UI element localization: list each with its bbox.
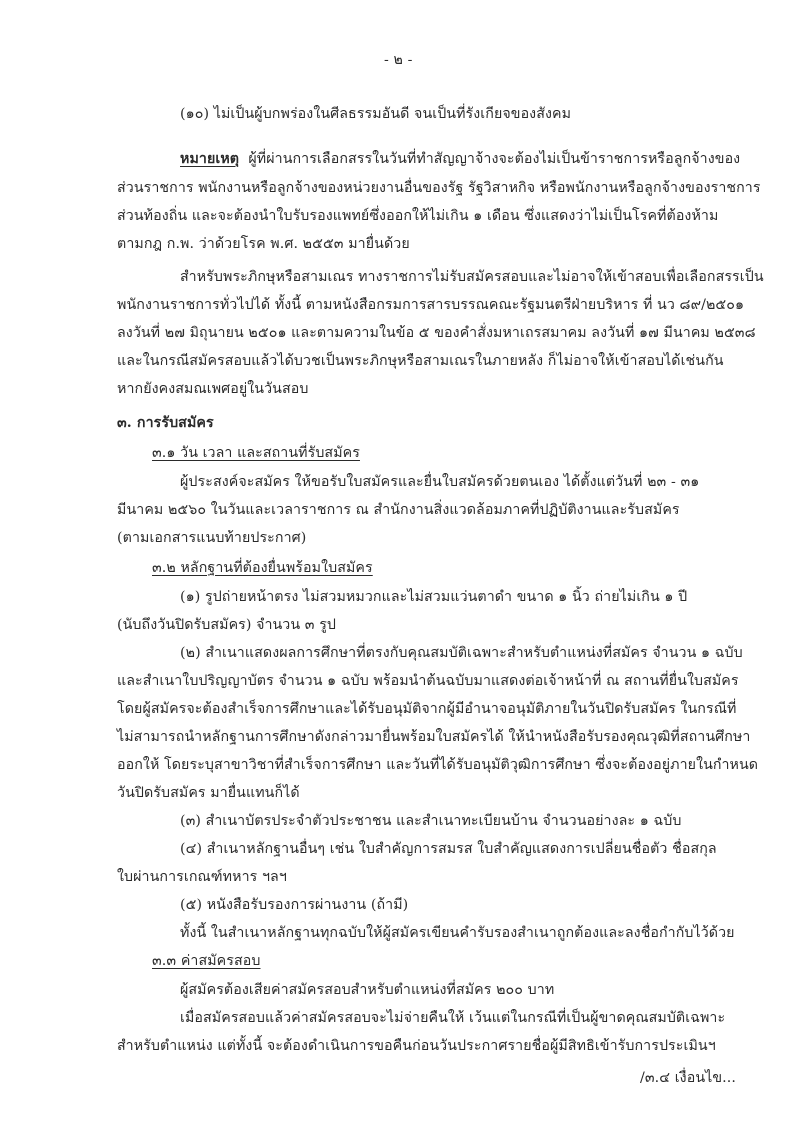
s32-item-2-line-6: วันปิดรับสมัคร มายื่นแทนก็ได้: [117, 785, 300, 801]
s32-item-3: (๓) สำเนาบัตรประจำตัวประชาชน และสำเนาทะเบียนบ้าน จำนวนอย่างละ ๑ ฉบับ: [180, 813, 682, 829]
qualification-item-10: (๑๐) ไม่เป็นผู้บกพร่องในศีลธรรมอันดี จนเป็นที่รังเกียจของสังคม: [180, 106, 572, 122]
section-3-3-heading: ๓.๓ ค่าสมัครสอบ: [152, 953, 261, 969]
s32-item-2-line-1: (๒) สำเนาแสดงผลการศึกษาที่ตรงกับคุณสมบัติเฉพาะสำหรับตำแหน่งที่สมัคร จำนวน ๑ ฉบับ: [180, 645, 743, 661]
continuation-marker: /๓.๔ เงื่อนไข...: [640, 1070, 736, 1086]
page-number: - ๒ -: [384, 52, 413, 68]
section-3-heading: ๓. การรับสมัคร: [117, 415, 214, 431]
s33-line-3: สำหรับตำแหน่ง แต่ทั้งนี้ จะต้องดำเนินการขอคืนก่อนวันประกาศรายชื่อผู้มีสิทธิเข้ารับการประเมินฯ: [117, 1038, 716, 1054]
section-3-2-heading: ๓.๒ หลักฐานที่ต้องยื่นพร้อมใบสมัคร: [152, 560, 373, 576]
note-text: ผู้ที่ผ่านการเลือกสรรในวันที่ทำสัญญาจ้างจะต้องไม่เป็นข้าราชการหรือลูกจ้างของ: [248, 151, 741, 167]
s31-line-3: (ตามเอกสารแนบท้ายประกาศ): [117, 530, 307, 546]
section-3-1-heading: ๓.๑ วัน เวลา และสถานที่รับสมัคร: [152, 445, 360, 461]
monk-line-5: หากยังคงสมณเพศอยู่ในวันสอบ: [117, 381, 309, 397]
note-line-1: [180, 149, 740, 169]
monk-line-1: สำหรับพระภิกษุหรือสามเณร ทางราชการไม่รับสมัครสอบและไม่อาจให้เข้าสอบเพื่อเลือกสรรเป็น: [180, 269, 764, 285]
s32-item-1-line-1: (๑) รูปถ่ายหน้าตรง ไม่สวมหมวกและไม่สวมแว่นตาดำ ขนาด ๑ นิ้ว ถ่ายไม่เกิน ๑ ปี: [180, 589, 688, 605]
note-line-2: ส่วนราชการ พนักงานหรือลูกจ้างของหน่วยงานอื่นของรัฐ รัฐวิสาหกิจ หรือพนักงานหรือลูกจ้างของราชการ: [117, 180, 761, 196]
s32-item-2-line-4: ไม่สามารถนำหลักฐานการศึกษาดังกล่าวมายื่นพร้อมใบสมัครได้ ให้นำหนังสือรับรองคุณวุฒิที่สถานศึกษา: [117, 729, 751, 745]
monk-line-2: พนักงานราชการทั่วไปได้ ทั้งนี้ ตามหนังสือกรมการสารบรรณคณะรัฐมนตรีฝ่ายบริหาร ที่ นว ๘๙/๒๕๐๑: [117, 297, 745, 313]
note-line-4: ตามกฎ ก.พ. ว่าด้วยโรค พ.ศ. ๒๕๕๓ มายื่นด้วย: [117, 236, 410, 252]
note-label: หมายเหตุ: [180, 151, 240, 167]
s33-line-1: ผู้สมัครต้องเสียค่าสมัครสอบสำหรับตำแหน่งที่สมัคร ๒๐๐ บาท: [180, 982, 555, 998]
s32-item-4-line-1: (๔) สำเนาหลักฐานอื่นๆ เช่น ใบสำคัญการสมรส ใบสำคัญแสดงการเปลี่ยนชื่อตัว ชื่อสกุล: [180, 841, 717, 857]
s31-line-1: ผู้ประสงค์จะสมัคร ให้ขอรับใบสมัครและยื่นใบสมัครด้วยตนเอง ได้ตั้งแต่วันที่ ๒๓ - ๓๑: [180, 474, 700, 490]
s33-line-2: เมื่อสมัครสอบแล้วค่าสมัครสอบจะไม่จ่ายคืนให้ เว้นแต่ในกรณีที่เป็นผู้ขาดคุณสมบัติเฉพาะ: [180, 1010, 726, 1026]
s32-item-4-line-2: ใบผ่านการเกณฑ์ทหาร ฯลฯ: [117, 869, 287, 885]
s32-item-1-line-2: (นับถึงวันปิดรับสมัคร) จำนวน ๓ รูป: [117, 617, 337, 633]
s32-item-2-line-2: และสำเนาใบปริญญาบัตร จำนวน ๑ ฉบับ พร้อมนำต้นฉบับมาแสดงต่อเจ้าหน้าที่ ณ สถานที่ยื่นใบสมัคร: [117, 673, 739, 689]
s32-item-2-line-3: โดยผู้สมัครจะต้องสำเร็จการศึกษาและได้รับอนุมัติจากผู้มีอำนาจอนุมัติภายในวันปิดรับสมัคร ในกรณีที่: [117, 701, 737, 717]
s32-closing: ทั้งนี้ ในสำเนาหลักฐานทุกฉบับให้ผู้สมัครเขียนคำรับรองสำเนาถูกต้องและลงชื่อกำกับไว้ด้วย: [180, 925, 735, 941]
monk-line-4: และในกรณีสมัครสอบแล้วได้บวชเป็นพระภิกษุหรือสามเณรในภายหลัง ก็ไม่อาจให้เข้าสอบได้เช่นกัน: [117, 353, 724, 369]
monk-line-3: ลงวันที่ ๒๗ มิถุนายน ๒๕๐๑ และตามความในข้อ ๕ ของคำสั่งมหาเถรสมาคม ลงวันที่ ๑๗ มีนาคม ๒๕๓๘: [117, 325, 756, 341]
s32-item-2-line-5: ออกให้ โดยระบุสาขาวิชาที่สำเร็จการศึกษา และวันที่ได้รับอนุมัติวุฒิการศึกษา ซึ่งจะต้องอยู่ภายในกำหนด: [117, 757, 759, 773]
s32-item-5: (๕) หนังสือรับรองการผ่านงาน (ถ้ามี): [180, 897, 409, 913]
note-line-3: ส่วนท้องถิ่น และจะต้องนำใบรับรองแพทย์ซึ่งออกให้ไม่เกิน ๑ เดือน ซึ่งแสดงว่าไม่เป็นโรคที่ต้องห้าม: [117, 208, 719, 224]
s31-line-2: มีนาคม ๒๕๖๐ ในวันและเวลาราชการ ณ สำนักงานสิ่งแวดล้อมภาคที่ปฏิบัติงานและรับสมัคร: [117, 502, 680, 518]
